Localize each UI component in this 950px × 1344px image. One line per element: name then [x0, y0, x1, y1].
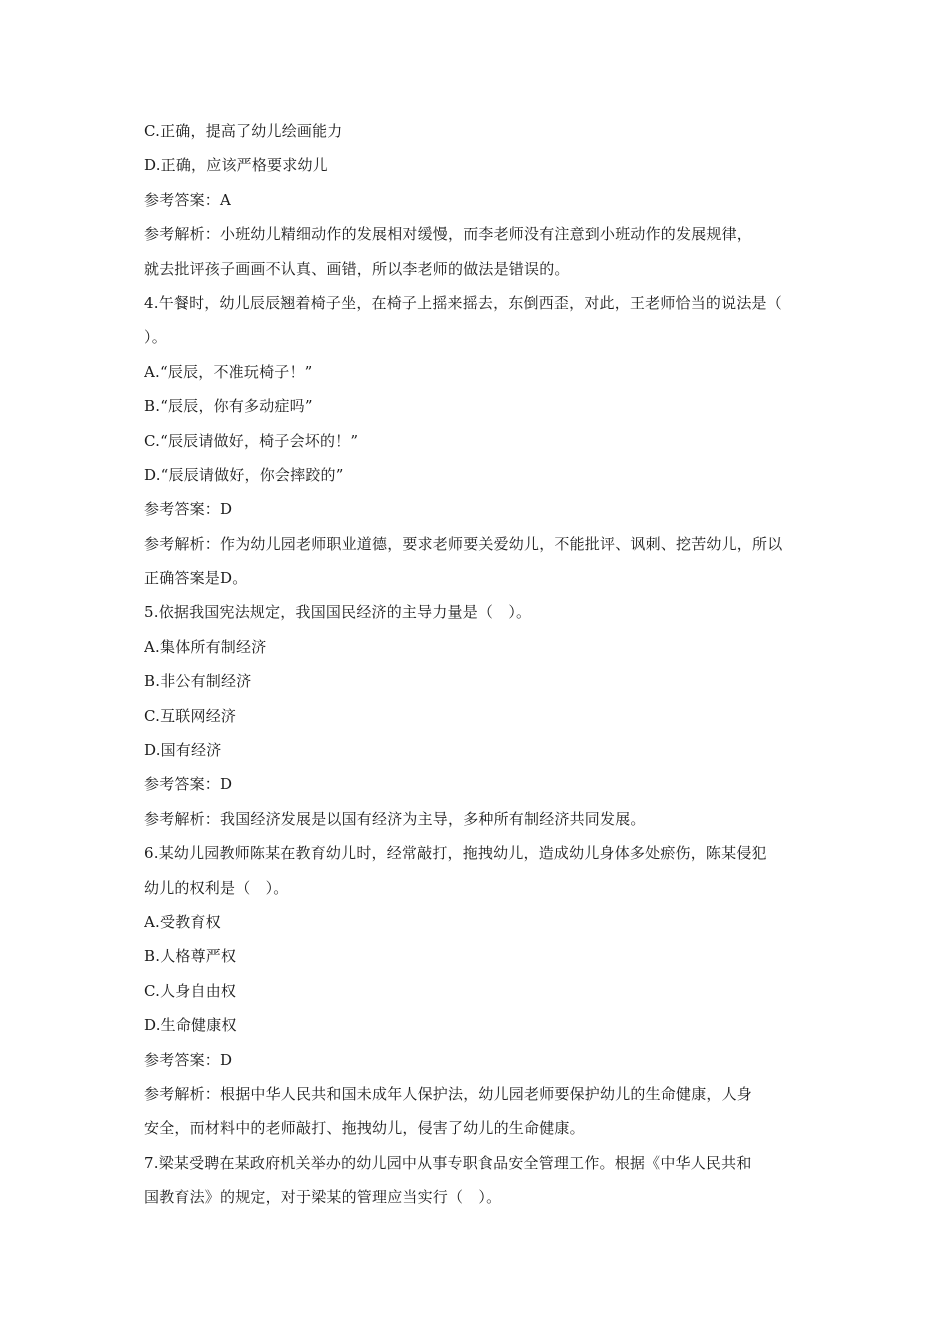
- q4-analysis-line-2: 正确答案是D。: [144, 569, 248, 588]
- q6-analysis-line-2: 安全，而材料中的老师敲打、拖拽幼儿，侵害了幼儿的生命健康。: [144, 1119, 585, 1138]
- q3-option-d: D.正确，应该严格要求幼儿: [144, 156, 328, 175]
- q6-option-a: A.受教育权: [144, 912, 221, 931]
- q4-stem-line-1: 4.午餐时，幼儿辰辰翘着椅子坐，在椅子上摇来摇去，东倒西歪，对此，王老师恰当的说法是（: [144, 293, 782, 312]
- q6-stem-line-2: 幼儿的权利是（ ）。: [144, 878, 289, 897]
- question-5: [144, 595, 814, 836]
- question-3-tail: [144, 114, 814, 286]
- q4-option-c: C.“辰辰请做好，椅子会坏的！”: [144, 431, 359, 450]
- q6-answer: 参考答案：D: [144, 1050, 233, 1069]
- q3-analysis-line-1: 参考解析：小班幼儿精细动作的发展相对缓慢，而李老师没有注意到小班动作的发展规律，: [144, 225, 753, 244]
- q3-option-c: C.正确，提高了幼儿绘画能力: [144, 122, 343, 140]
- q5-stem-line-1: 5.依据我国宪法规定，我国国民经济的主导力量是（ ）。: [144, 603, 532, 622]
- page-content: [144, 114, 814, 1215]
- q4-analysis-line-1: 参考解析：作为幼儿园老师职业道德，要求老师要关爱幼儿，不能批评、讽刺、挖苦幼儿，所以: [144, 534, 783, 553]
- q4-answer: 参考答案：D: [144, 500, 233, 519]
- q5-answer: 参考答案：D: [144, 775, 233, 794]
- q4-option-b: B.“辰辰，你有多动症吗”: [144, 397, 313, 416]
- question-6: [144, 836, 814, 1146]
- q6-option-d: D.生命健康权: [144, 1016, 237, 1035]
- q5-option-b: B.非公有制经济: [144, 672, 252, 691]
- question-4: [144, 286, 814, 596]
- q6-analysis-line-1: 参考解析：根据中华人民共和国未成年人保护法，幼儿园老师要保护幼儿的生命健康，人身: [144, 1084, 753, 1103]
- question-7: [144, 1146, 814, 1215]
- q5-option-c: C.互联网经济: [144, 706, 237, 725]
- q6-stem-line-1: 6.某幼儿园教师陈某在教育幼儿时，经常敲打，拖拽幼儿，造成幼儿身体多处瘀伤，陈某侵犯: [144, 844, 767, 863]
- q6-option-c: C.人身自由权: [144, 981, 237, 1000]
- q5-option-a: A.集体所有制经济: [144, 637, 267, 656]
- q5-option-d: D.国有经济: [144, 741, 222, 760]
- q4-option-d: D.“辰辰请做好，你会摔跤的”: [144, 465, 344, 484]
- q4-stem-line-2: ）。: [144, 328, 167, 347]
- q5-analysis-line-1: 参考解析：我国经济发展是以国有经济为主导，多种所有制经济共同发展。: [144, 809, 646, 828]
- q3-answer: 参考答案：A: [144, 190, 232, 209]
- q4-option-a: A.“辰辰，不准玩椅子！”: [144, 362, 313, 381]
- q3-analysis-line-2: 就去批评孩子画画不认真、画错，所以李老师的做法是错误的。: [144, 259, 570, 278]
- q6-option-b: B.人格尊严权: [144, 947, 237, 966]
- q7-stem-line-1: 7.梁某受聘在某政府机关举办的幼儿园中从事专职食品安全管理工作。根据《中华人民共和: [144, 1153, 752, 1172]
- q7-stem-line-2: 国教育法》的规定，对于梁某的管理应当实行（ ）。: [144, 1188, 502, 1207]
